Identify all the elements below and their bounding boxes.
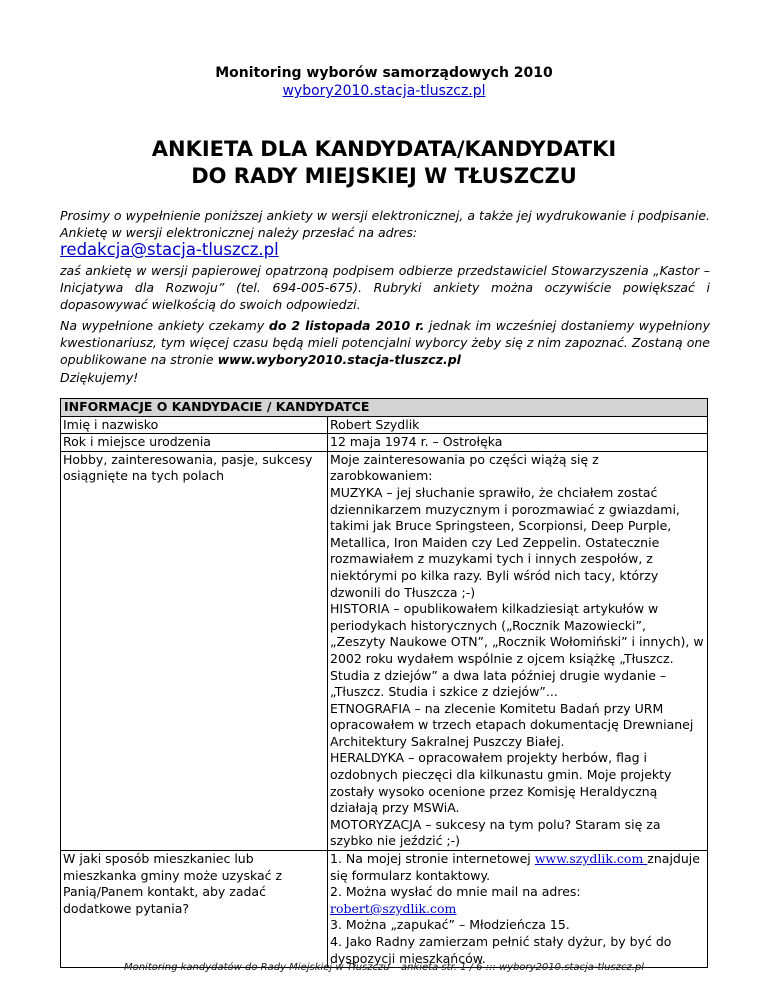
website-link[interactable]: www.szydlik.com — [534, 851, 648, 867]
intro-paragraph-3 — [60, 317, 710, 368]
document-title-line2: DO RADY MIEJSKIEJ W TŁUSZCZU — [191, 164, 577, 188]
hobby-motoring: MOTORYZACJA – sukcesy na tym polu? Staram się za szybko nie jeździć ;-) — [330, 816, 661, 849]
publication-site: www.wybory2010.stacja-tluszcz.pl — [217, 352, 461, 367]
hobby-intro: Moje zainteresowania po części wiążą się z zarobkowaniem: — [330, 451, 599, 484]
hobby-history: HISTORIA – opublikowałem kilkadziesiąt artykułów w periodykach historycznych („Rocznik Mazowiecki”, „Zeszyty Naukowe OTN”, „Rocznik Wołomiński” i innych), w 2002 roku wydałem wspólnie z ojcem książkę „Tłuszcz. Studia z dziejów” a dwa lata później drugie wydanie – „Tłuszcz. Studia i szkice z dziejów”... — [330, 601, 704, 700]
birth-value: 12 maja 1974 r. – Ostrołęka — [328, 434, 708, 452]
document-title-line1: ANKIETA DLA KANDYDATA/KANDYDATKI — [151, 137, 617, 161]
deadline-date: do 2 listopada 2010 r. — [268, 318, 425, 333]
candidate-info-table — [60, 398, 708, 968]
deadline-text-b: jednak im wcześniej dostaniemy wypełniony kwestionariusz, tym więcej czasu będą mieli potencjalni wyborcy żeby się z nim zapoznać. Zostaną one opublikowane na stronie — [60, 318, 710, 367]
intro-paragraph-2: zaś ankietę w wersji papierowej opatrzoną podpisem odbierze przedstawiciel Stowarzyszenia „Kastor – Inicjatywa dla Rozwoju” (tel. 694-005-675). Rubryki ankiety można oczywiście powiększać i dopasowywać wielkością do swoich odpowiedzi. — [60, 263, 710, 312]
table-heading-row — [61, 399, 708, 417]
contact-item-4: 4. Jako Radny zamierzam pełnić stały dyżur, by być do dyspozycji mieszkańców. — [330, 934, 672, 966]
name-value: Robert Szydlik — [328, 416, 708, 434]
birth-label: Rok i miejsce urodzenia — [61, 434, 328, 452]
thanks-text: Dziękujemy! — [60, 370, 139, 385]
contact-1-text: 1. Na mojej stronie internetowej — [330, 851, 535, 867]
document-title — [0, 136, 768, 190]
hobby-heraldry: HERALDYKA – opracowałem projekty herbów, flag i ozdobnych pieczęci dla kilkunastu gmin. Moje projekty zostały wysoko ocenione przez Komisję Heraldyczną działają przy MSWiA. — [330, 750, 672, 816]
table-row — [61, 851, 708, 968]
contact-label: W jaki sposób mieszkaniec lub mieszkanka gminy może uzyskać z Panią/Panem kontakt, aby zadać dodatkowe pytania? — [61, 851, 328, 968]
table-row — [61, 451, 708, 850]
table-heading: INFORMACJE O KANDYDACIE / KANDYDATCE — [61, 399, 708, 417]
deadline-text-a: Na wypełnione ankiety czekamy — [60, 318, 269, 333]
contact-item-2: 2. Można wysłać do mnie mail na adres: — [330, 884, 581, 900]
contact-item-3: 3. Można „zapukać” – Młodzieńcza 15. — [330, 917, 570, 933]
hobby-ethnography: ETNOGRAFIA – na zlecenie Komitetu Badań przy URM opracowałem w trzech etapach dokumentację Drewnianej Architektury Sakralnej Puszczy Białej. — [330, 700, 694, 749]
hobby-value — [328, 451, 708, 850]
contact-1-text-b: znajduje się formularz kontaktowy. — [330, 851, 700, 883]
hobby-label: Hobby, zainteresowania, pasje, sukcesy osiągnięte na tych polach — [61, 451, 328, 850]
page-header — [0, 64, 768, 100]
header-site-link[interactable]: wybory2010.stacja-tluszcz.pl — [282, 83, 486, 99]
table-row — [61, 434, 708, 452]
page-footer: Monitoring kandydatów do Rady Miejskiej w Tłuszczu – ankieta str. 1 / 6 ::: wybory2010.stacja-tluszcz.pl — [123, 962, 645, 973]
hobby-music: MUZYKA – jej słuchanie sprawiło, że chciałem zostać dziennikarzem muzycznym i porozmawiać z gwiazdami, takimi jak Bruce Springsteen, Scorpionsi, Deep Purple, Metallica, Iron Maiden czy Led Zeppelin. Ostatecznie rozmawiałem z muzykami tych i innych zespołów, z niektórymi po kilka razy. Byli wśród nich tacy, którzy dzwonili do Tłuszcza ;-) — [330, 484, 680, 600]
submission-email-link[interactable]: redakcja@stacja-tluszcz.pl — [60, 240, 279, 259]
email-link[interactable]: robert@szydlik.com — [330, 900, 457, 916]
name-label: Imię i nazwisko — [61, 416, 328, 434]
intro-paragraph-1: Prosimy o wypełnienie poniższej ankiety w wersji elektronicznej, a także jej wydrukowanie i podpisanie. Ankietę w wersji elektronicznej należy przesłać na adres: — [60, 208, 710, 240]
table-row — [61, 416, 708, 434]
contact-item-1 — [330, 851, 705, 884]
header-title: Monitoring wyborów samorządowych 2010 — [215, 65, 553, 81]
contact-value — [328, 851, 708, 968]
